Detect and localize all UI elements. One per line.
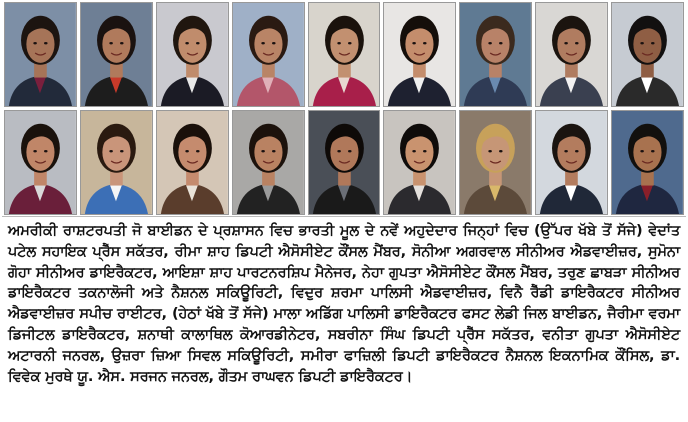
photo-reema-shah	[80, 2, 153, 107]
photo-sabrina-singh	[232, 110, 305, 215]
photo-aisha-shah	[308, 2, 381, 107]
photo-row-bottom	[4, 110, 684, 215]
photo-sameera-fazili	[459, 110, 532, 215]
photo-garima-verma	[80, 110, 153, 215]
photo-vanita-gupta	[308, 110, 381, 215]
photo-sonia-aggarwal	[156, 2, 229, 107]
photo-vivek-murthy	[535, 110, 608, 215]
photo-neha-gupta	[383, 2, 456, 107]
caption-text: ਅਮਰੀਕੀ ਰਾਸ਼ਟਰਪਤੀ ਜੋ ਬਾਈਡਨ ਦੇ ਪ੍ਰਸ਼ਾਸਨ ਵਿਚ ਭਾਰਤੀ ਮੂਲ ਦੇ ਨਵੇਂ ਅਹੁਦੇਦਾਰ ਜਿਨ੍ਹਾਂ ਵਿਚ (ਉੱਪਰ ਖੱਬੇ ਤੋਂ ਸੱਜੇ) ਵੇਦਾਂਤ ਪਟੇਲ ਸਹਾਇਕ ਪ੍ਰੈੱਸ ਸਕੱਤਰ, ਰੀਮਾ ਸ਼ਾਹ ਡਿਪਟੀ ਐਸੋਸੀਏਟ ਕੌਂਸਲ ਮੈਂਬਰ, ਸੋਨੀਆ ਅਗਰਵਾਲ ਸੀਨੀਅਰ ਐਡਵਾਈਜ਼ਰ, ਸੁਮੋਨਾ ਗੋਹਾ ਸੀਨੀਅਰ ਡਾਇਰੈਕਟਰ, ਆਇਸ਼ਾ ਸ਼ਾਹ ਪਾਰਟਨਰਸ਼ਿਪ ਮੈਨੇਜਰ, ਨੇਹਾ ਗੁਪਤਾ ਐਸੋਸੀਏਟ ਕੌਂਸਲ ਮੈਂਬਰ, ਤਰੁਣ ਛਾਬੜਾ ਸੀਨੀਅਰ ਡਾਇਰੈਕਟਰ ਤਕਨਾਲੋਜੀ ਅਤੇ ਨੈਸ਼ਨਲ ਸਕਿਊਰਿਟੀ, ਵਿਦੁਰ ਸ਼ਰਮਾ ਪਾਲਿਸੀ ਐਡਵਾਈਜ਼ਰ, ਵਿਨੈ ਰੈੱਡੀ ਡਾਇਰੈਕਟਰ ਸੀਨੀਅਰ ਐਡਵਾਈਜ਼ਰ ਸਪੀਚ ਰਾਈਟਰ, (ਹੇਠਾਂ ਖੱਬੇ ਤੋਂ ਸੱਜੇ) ਮਾਲਾ ਅਡਿੱਗ ਪਾਲਿਸੀ ਡਾਇਰੈਕਟਰ ਫਸਟ ਲੇਡੀ ਜਿਲ ਬਾਈਡਨ, ਜੈਰੀਮਾ ਵਰਮਾ ਡਿਜੀਟਲ ਡਾਇਰੈਕਟਰ, ਸ਼ਨਾਥੀ ਕਾਲਾਥਿਲ ਕੋਆਰਡੀਨੇਟਰ, ਸਬਰੀਨਾ ਸਿੰਘ ਡਿਪਟੀ ਪ੍ਰੈੱਸ ਸਕੱਤਰ, ਵਨੀਤਾ ਗੁਪਤਾ ਐਸੋਸੀਏਟ ਅਟਾਰਨੀ ਜਨਰਲ, ਉਜ਼ਰਾ ਜ਼ਿਆ ਸਿਵਲ ਸਕਿਊਰਿਟੀ, ਸਮੀਰਾ ਫਾਜ਼ਿਲੀ ਡਿਪਟੀ ਡਾਇਰੈਕਟਰ ਨੈਸ਼ਨਲ ਇਕਨਾਮਿਕ ਕੌਂਸਿਲ, ਡਾ. ਵਿਵੇਕ ਮੁਰਥੇ ਯੂ. ਐਸ. ਸਰਜਨ ਜਨਰਲ, ਗੌਤਮ ਰਾਘਵਨ ਡਿਪਟੀ ਡਾਇਰੈਕਟਰ।	[8, 222, 680, 385]
photo-tarun-chhabra	[459, 2, 532, 107]
photo-gautam-raghavan	[611, 110, 684, 215]
photo-sumona-guha	[232, 2, 305, 107]
photo-vinay-reddy	[611, 2, 684, 107]
photo-vidur-sharma	[535, 2, 608, 107]
photo-uzra-zeya	[383, 110, 456, 215]
photo-grid	[4, 2, 684, 218]
photo-mala-adiga	[4, 110, 77, 215]
photo-row-top	[4, 2, 684, 107]
photo-shanthi-kalathil	[156, 110, 229, 215]
photo-vedant-patel	[4, 2, 77, 107]
